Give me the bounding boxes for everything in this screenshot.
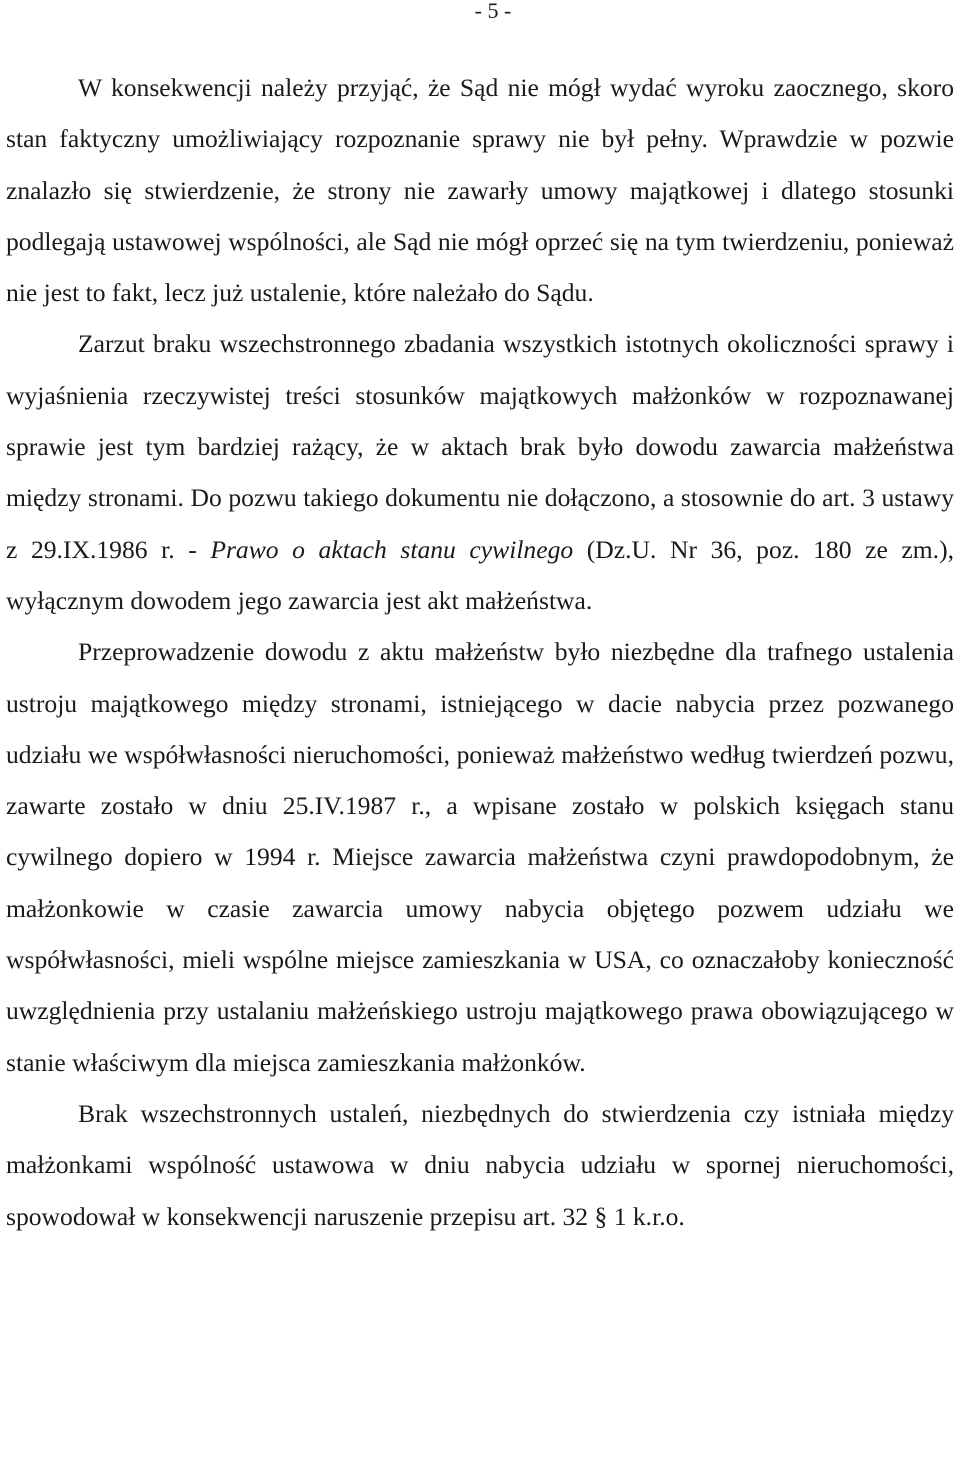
document-body bbox=[6, 62, 954, 1242]
paragraph-1: W konsekwencji należy przyjąć, że Sąd nie mógł wydać wyroku zaocznego, skoro stan faktyczny umożliwiający rozpoznanie sprawy nie był pełny. Wprawdzie w pozwie znalazło się stwierdzenie, że strony nie zawarły umowy majątkowej i dlatego stosunki podlegają ustawowej wspólności, ale Sąd nie mógł oprzeć się na tym twierdzeniu, ponieważ nie jest to fakt, lecz już ustalenie, które należało do Sądu. bbox=[6, 73, 954, 308]
paragraph-2-text-a: Zarzut braku wszechstronnego zbadania wszystkich istotnych okoliczności sprawy i wyjaśnienia rzeczywistej treści stosunków majątkowych małżonków w rozpoznawanej sprawie jest tym bardziej rażący, że w aktach brak było dowodu zawarcia małżeństwa między stronami. Do pozwu takiego dokumentu nie dołączono, a stosownie do art. 3 ustawy z 29.IX.1986 r. - bbox=[6, 329, 954, 564]
statute-title: Prawo o aktach stanu cywilnego bbox=[210, 534, 574, 564]
page-number: - 5 - bbox=[474, 0, 512, 23]
paragraph-4: Brak wszechstronnych ustaleń, niezbędnych do stwierdzenia czy istniała między małżonkami wspólność ustawowa w dniu nabycia udziału w spornej nieruchomości, spowodował w konsekwencji naruszenie przepisu art. 32 § 1 k.r.o. bbox=[6, 1098, 954, 1231]
paragraph-2-text-b: (Dz.U. Nr 36, poz. 180 ze zm.), wyłącznym dowodem jego zawarcia jest akt małżeństwa. bbox=[6, 534, 954, 615]
paragraph-2 bbox=[6, 318, 954, 626]
paragraph-3: Przeprowadzenie dowodu z aktu małżeństw było niezbędne dla trafnego ustalenia ustroju majątkowego między stronami, istniejącego w dacie nabycia przez pozwanego udziału we współwłasności nieruchomości, ponieważ małżeństwo według twierdzeń pozwu, zawarte zostało w dniu 25.IV.1987 r., a wpisane zostało w polskich księgach stanu cywilnego dopiero w 1994 r. Miejsce zawarcia małżeństwa czyni prawdopodobnym, że małżonkowie w czasie zawarcia umowy nabycia objętego pozwem udziału we współwłasności, mieli wspólne miejsce zamieszkania w USA, co oznaczałoby konieczność uwzględnienia przy ustalaniu małżeńskiego ustroju majątkowego prawa obowiązującego w stanie właściwym dla miejsca zamieszkania małżonków. bbox=[6, 637, 954, 1077]
